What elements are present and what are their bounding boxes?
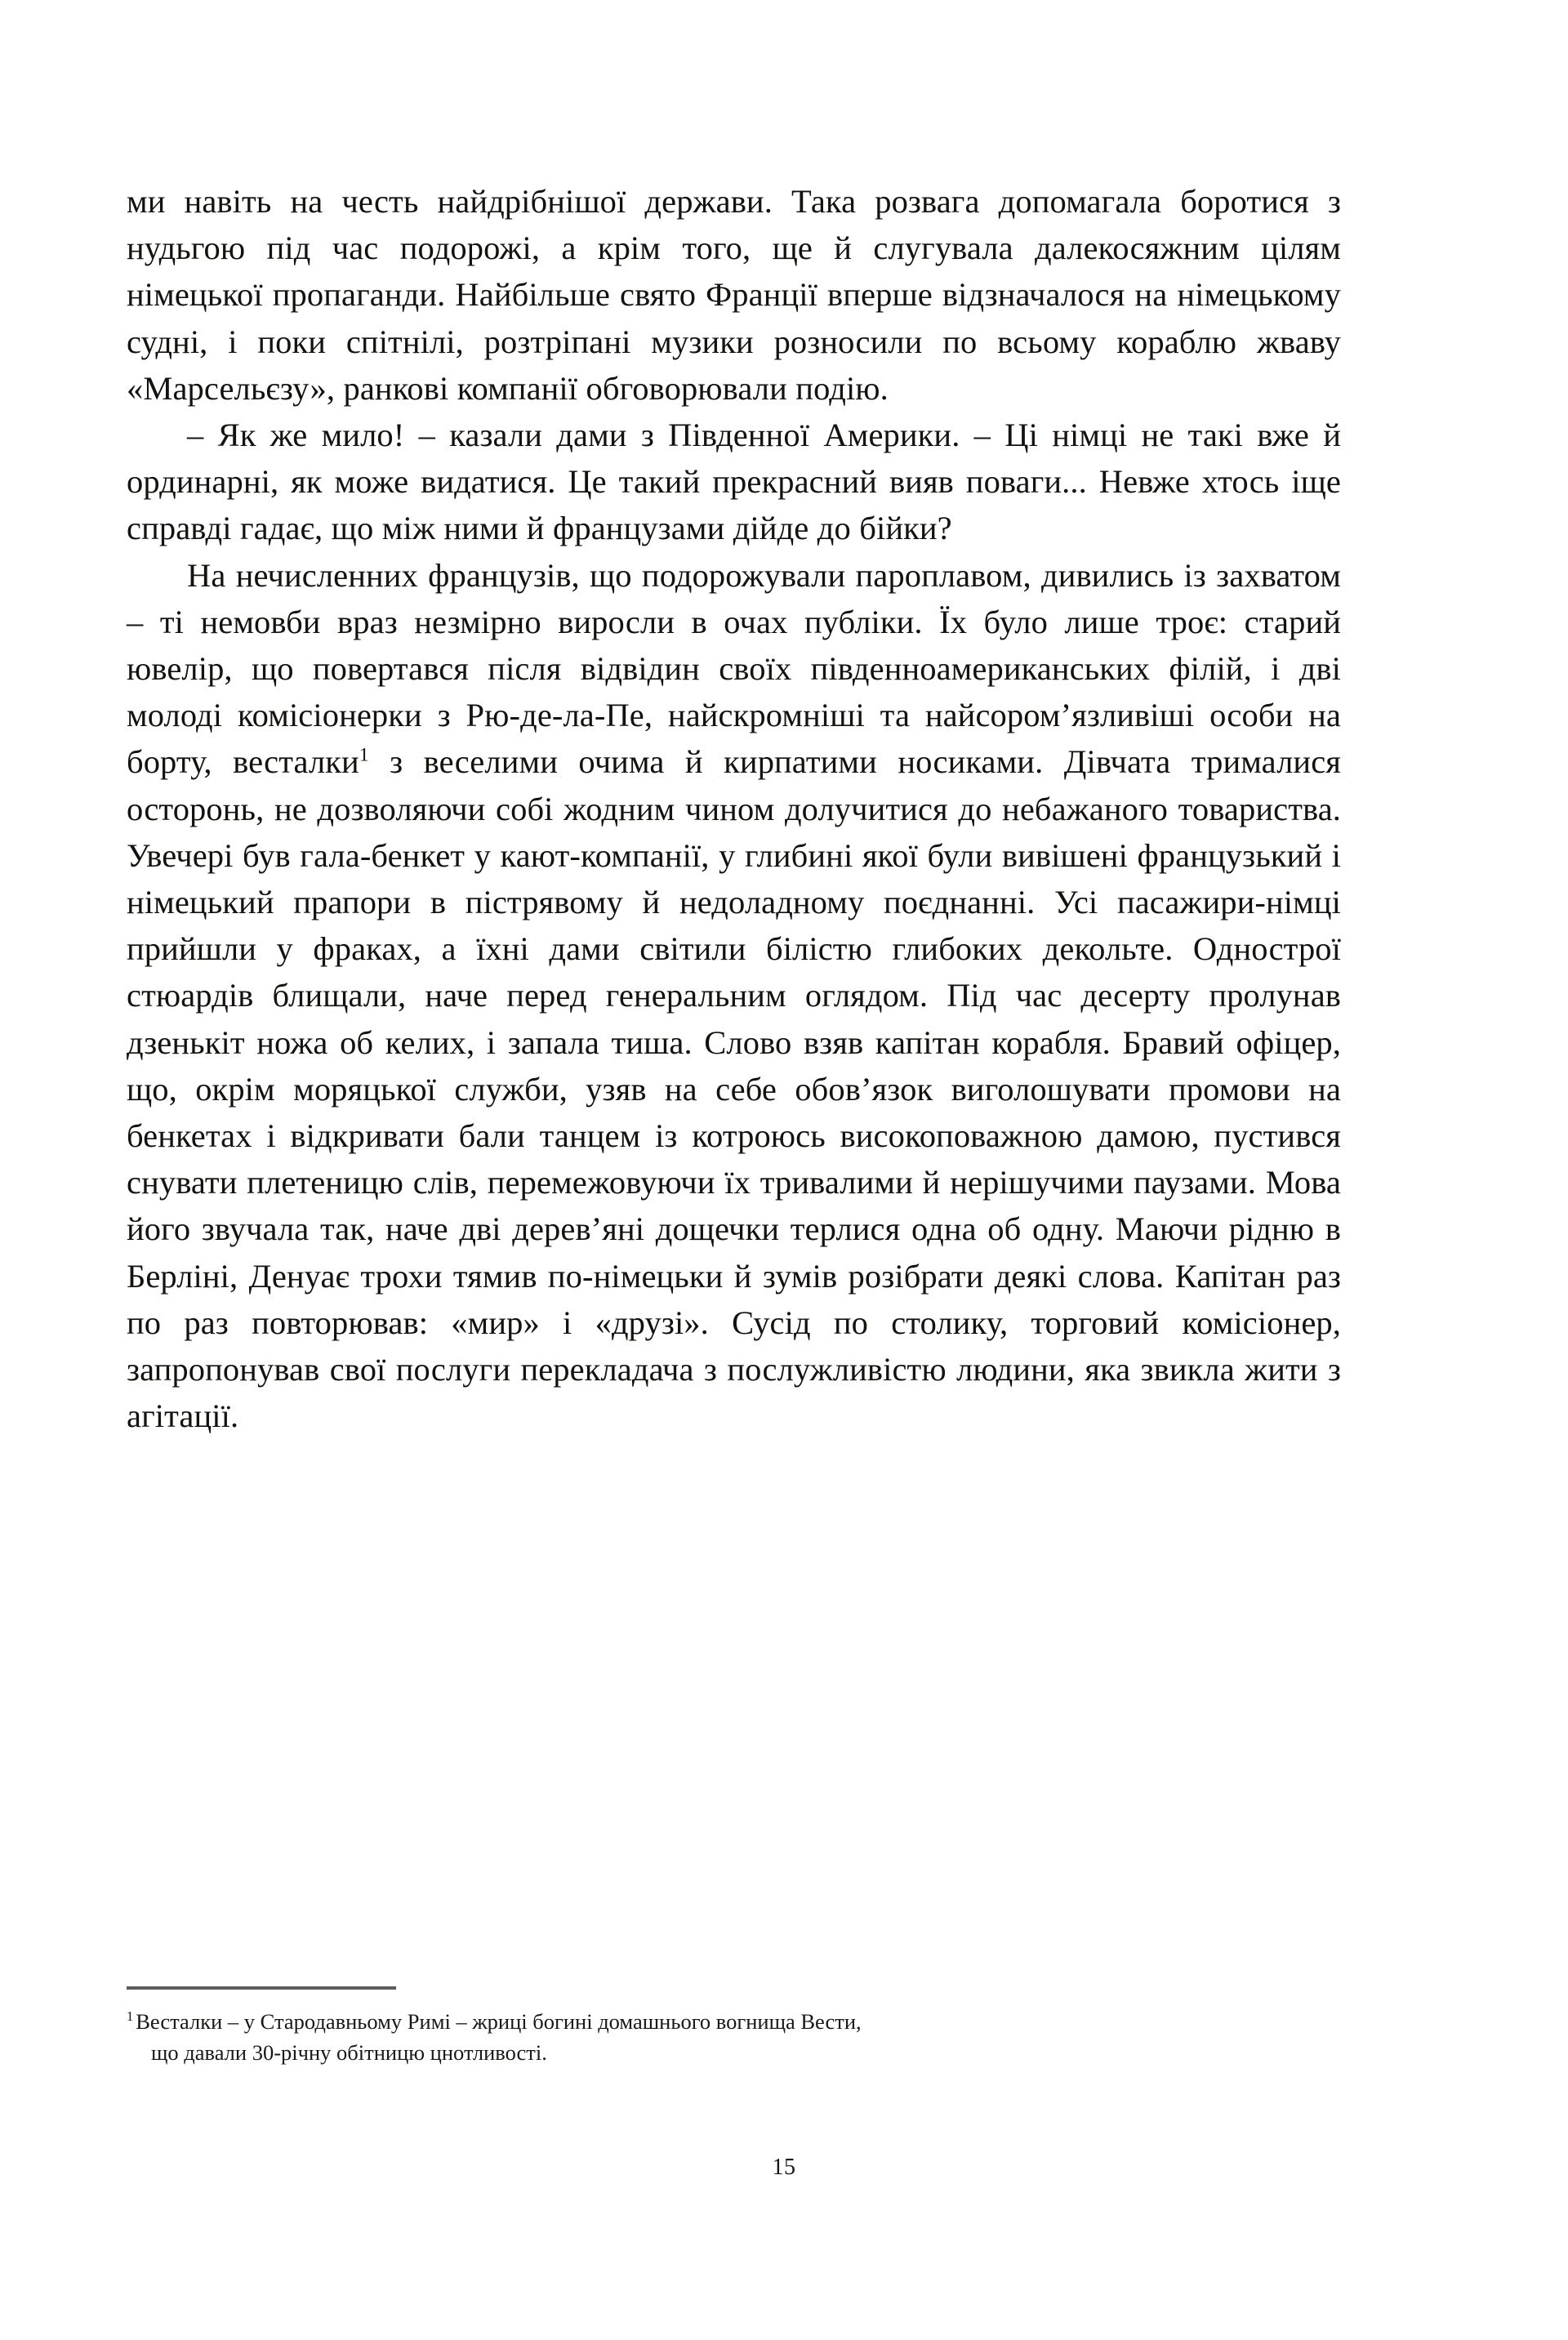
footnote-section xyxy=(127,1986,1341,2068)
footnote-line-2: що давали 30-річну обітницю цнотливості. xyxy=(151,2040,547,2065)
footnote-line-1: Весталки – у Стародавньому Римі – жриці богині домашнього вогнища Вести, xyxy=(136,2009,862,2034)
body-text-block xyxy=(127,178,1341,1439)
page-number: 15 xyxy=(772,2155,796,2180)
paragraph-1: ми навіть на честь найдрібнішої держави. Така розвага допомагала боротися з нудьгою під час подорожі, а крім того, ще й слугувала далекосяжним цілям німецької пропаганди. Найбільше свято Франції вперше відзначалося на німецькому судні, і поки спітнілі, розтріпані музики розносили по всьому кораблю жваву «Марсельєзу», ранкові компанії обговорювали подію. xyxy=(127,183,1341,407)
footnote-reference-marker: 1 xyxy=(359,744,369,766)
paragraph-3-text-before-footnote: На нечисленних французів, що подорожували пароплавом, дивились із захватом – ті немовби враз незмірно виросли в очах публіки. Їх було лише троє: старий ювелір, що повертався після відвідин своїх південноамериканських філій, і дві молоді комісіонерки з Рю-де-ла-Пе, найскромніші та найсором’язливіші особи на борту, весталки xyxy=(127,556,1341,781)
paragraph-2-dialogue: – Як же мило! – казали дами з Південної Америки. – Ці німці не такі вже й ординарні, як може видатися. Це такий прекрасний вияв поваги... Невже хтось іще справді гадає, що між ними й французами дійде до бійки? xyxy=(127,417,1341,547)
paragraph-3 xyxy=(127,552,1341,1440)
footnote-separator-rule xyxy=(127,1986,396,1990)
footnote-entry xyxy=(127,2006,1283,2068)
footnote-number: 1 xyxy=(127,2008,134,2025)
paragraph-3-text-after-footnote: з веселими очима й кирпатими носиками. Дівчата трималися осторонь, не дозволяючи собі жодним чином долучитися до небажаного товариства. Увечері був гала-бенкет у кают-компанії, у глибині якої були вивішені французький і німецький прапори в пістрявому й недоладному поєднанні. Усі пасажири-німці прийшли у фраках, а їхні дами світили білістю глибоких декольте. Однострої стюардів блищали, наче перед генеральним оглядом. Під час десерту пролунав дзенькіт ножа об келих, і запала тиша. Слово взяв капітан корабля. Бравий офіцер, що, окрім моряцької служби, узяв на себе обов’язок виголошувати промови на бенкетах і відкривати бали танцем із котроюсь високоповажною дамою, пустився снувати плетеницю слів, перемежовуючи їх тривалими й нерішучими паузами. Мова його звучала так, наче дві дерев’яні дощечки терлися одна об одну. Маючи рідню в Берліні, Денуає трохи тямив по-німецьки й зумів розібрати деякі слова. Капітан раз по раз повторював: «мир» і «друзі». Сусід по столику, торговий комісіонер, запропонував свої послуги перекладача з послужливістю людини, яка звикла жити з агітації. xyxy=(127,743,1341,1435)
